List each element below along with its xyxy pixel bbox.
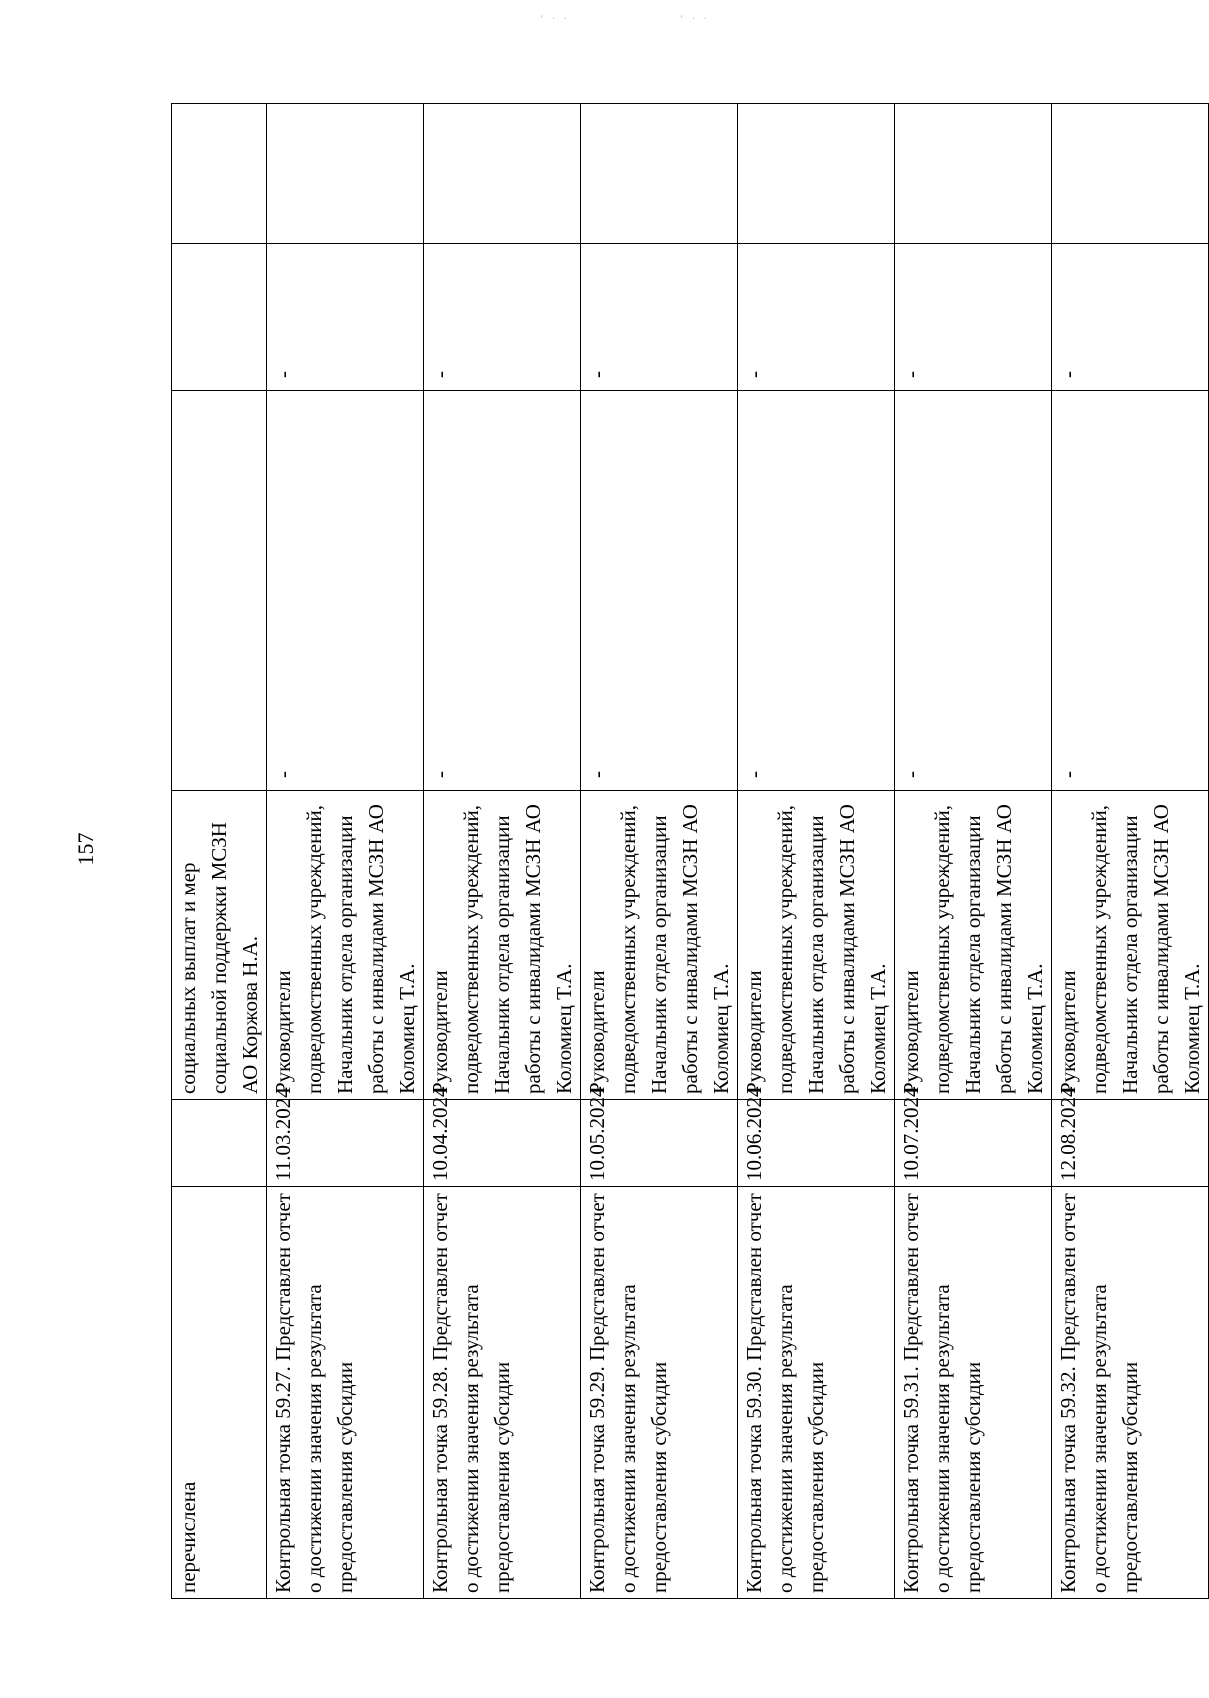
- table-row: [172, 104, 267, 1599]
- control-point-cell: перечислена: [172, 1187, 267, 1599]
- control-point-cell: Контрольная точка 59.29. Представлен отчет о достижении значения результата предоставления субсидии: [581, 1187, 738, 1599]
- responsible-cell: Руководители подведомственных учреждений, Начальник отдела организации работы с инвалидами МСЗН АО Коломиец Т.А.: [895, 791, 1052, 1100]
- column-6-cell: [267, 104, 424, 244]
- scan-artifact: ‘ · ·: [540, 14, 570, 25]
- responsible-cell: Руководители подведомственных учреждений, Начальник отдела организации работы с инвалидами МСЗН АО Коломиец Т.А.: [581, 791, 738, 1100]
- column-4-cell: -: [1052, 391, 1209, 791]
- table-row: [424, 104, 581, 1599]
- date-cell: 10.04.2024: [424, 1100, 581, 1187]
- document-table-container: [171, 104, 1204, 1599]
- page-number: 157: [73, 832, 98, 866]
- responsible-cell: Руководители подведомственных учреждений, Начальник отдела организации работы с инвалидами МСЗН АО Коломиец Т.А.: [738, 791, 895, 1100]
- scan-artifact: ‘ · ·: [680, 14, 710, 25]
- column-6-cell: [895, 104, 1052, 244]
- date-cell: 10.05.2024: [581, 1100, 738, 1187]
- column-4-cell: -: [424, 391, 581, 791]
- control-point-cell: Контрольная точка 59.32. Представлен отчет о достижении значения результата предоставления субсидии: [1052, 1187, 1209, 1599]
- column-6-cell: [1052, 104, 1209, 244]
- table-row: [738, 104, 895, 1599]
- column-5-cell: -: [738, 244, 895, 391]
- responsible-cell: социальных выплат и мер социальной поддержки МСЗН АО Коржова Н.А.: [172, 791, 267, 1100]
- control-point-cell: Контрольная точка 59.30. Представлен отчет о достижении значения результата предоставления субсидии: [738, 1187, 895, 1599]
- responsible-cell: Руководители подведомственных учреждений, Начальник отдела организации работы с инвалидами МСЗН АО Коломиец Т.А.: [1052, 791, 1209, 1100]
- column-4-cell: -: [895, 391, 1052, 791]
- column-6-cell: [581, 104, 738, 244]
- column-6-cell: [424, 104, 581, 244]
- column-4-cell: [172, 391, 267, 791]
- date-cell: 10.07.2024: [895, 1100, 1052, 1187]
- column-4-cell: -: [581, 391, 738, 791]
- date-cell: 12.08.2024: [1052, 1100, 1209, 1187]
- table-row: [1052, 104, 1209, 1599]
- control-point-cell: Контрольная точка 59.27. Представлен отчет о достижении значения результата предоставления субсидии: [267, 1187, 424, 1599]
- responsible-cell: Руководители подведомственных учреждений, Начальник отдела организации работы с инвалидами МСЗН АО Коломиец Т.А.: [267, 791, 424, 1100]
- column-6-cell: [172, 104, 267, 244]
- control-point-cell: Контрольная точка 59.28. Представлен отчет о достижении значения результата предоставления субсидии: [424, 1187, 581, 1599]
- control-point-cell: Контрольная точка 59.31. Представлен отчет о достижении значения результата предоставления субсидии: [895, 1187, 1052, 1599]
- column-5-cell: -: [581, 244, 738, 391]
- column-5-cell: -: [267, 244, 424, 391]
- column-5-cell: -: [424, 244, 581, 391]
- table-row: [895, 104, 1052, 1599]
- table-row: [267, 104, 424, 1599]
- column-5-cell: -: [1052, 244, 1209, 391]
- control-points-table: [171, 103, 1209, 1599]
- rotated-table-frame: [171, 104, 1204, 1599]
- responsible-cell: Руководители подведомственных учреждений, Начальник отдела организации работы с инвалидами МСЗН АО Коломиец Т.А.: [424, 791, 581, 1100]
- column-6-cell: [738, 104, 895, 244]
- date-cell: 10.06.2024: [738, 1100, 895, 1187]
- table-row: [581, 104, 738, 1599]
- column-5-cell: -: [895, 244, 1052, 391]
- table-body: [172, 104, 1209, 1599]
- date-cell: [172, 1100, 267, 1187]
- date-cell: 11.03.2024: [267, 1100, 424, 1187]
- column-5-cell: [172, 244, 267, 391]
- column-4-cell: -: [267, 391, 424, 791]
- column-4-cell: -: [738, 391, 895, 791]
